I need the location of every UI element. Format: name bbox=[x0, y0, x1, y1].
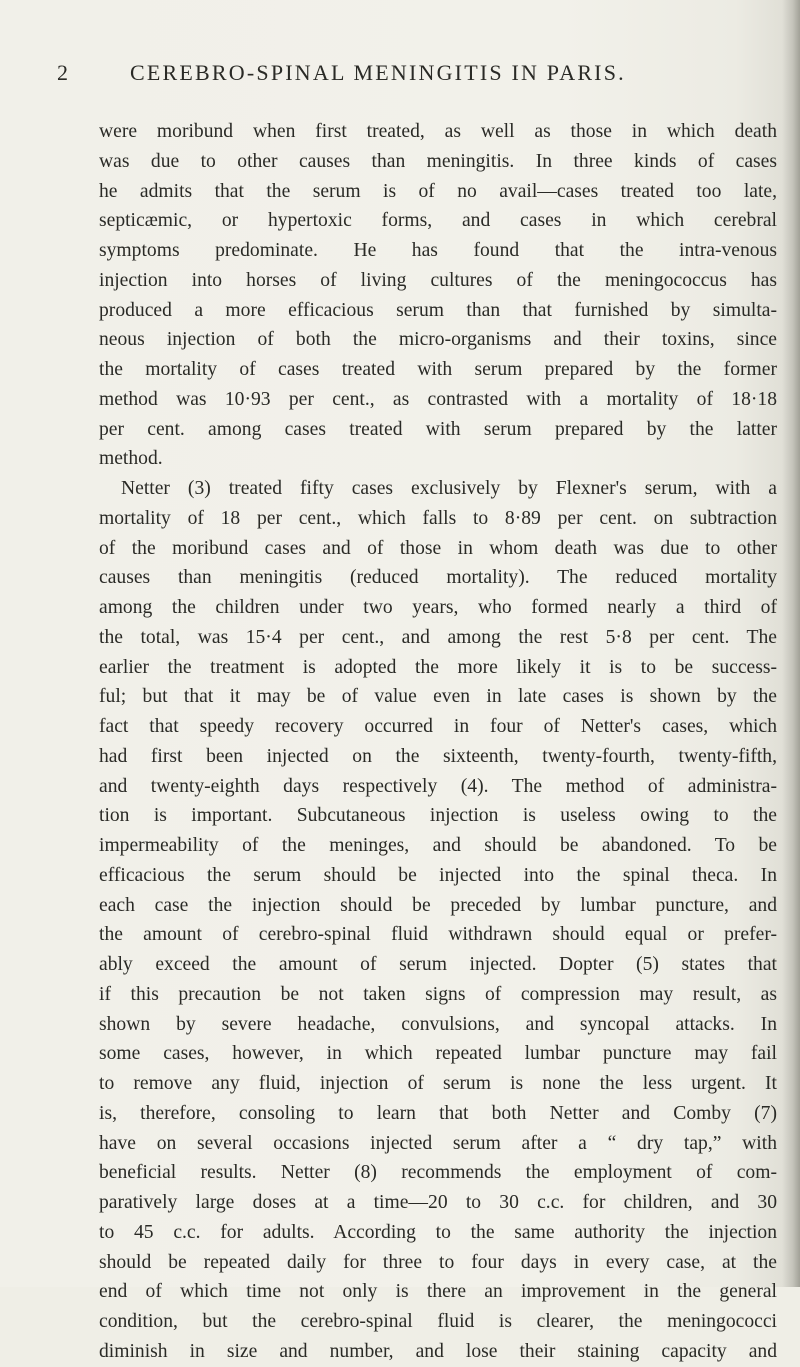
text-line: Netter (3) treated fifty cases exclusively by Flexner's serum, with a bbox=[121, 478, 777, 499]
page-number: 2 bbox=[57, 60, 69, 85]
text-line: tion is important. Subcutaneous injection is useless owing to the bbox=[99, 805, 777, 827]
text-line: had first been injected on the sixteenth, twenty-fourth, twenty-fifth, bbox=[99, 745, 777, 767]
text-line: he admits that the serum is of no avail—cases treated too late, bbox=[99, 180, 777, 202]
text-line: impermeability of the meninges, and should be abandoned. To be bbox=[99, 835, 777, 856]
text-line: mortality of 18 per cent., which falls to 8·89 per cent. on subtraction bbox=[99, 507, 777, 529]
page-edge-shadow bbox=[782, 0, 800, 1287]
text-line: per cent. among cases treated with serum prepared by the latter bbox=[99, 418, 777, 440]
text-line: were moribund when first treated, as well as those in which death bbox=[99, 121, 777, 142]
text-line: symptoms predominate. He has found that the intra-venous bbox=[99, 240, 777, 261]
text-line: paratively large doses at a time—20 to 30 c.c. for children, and 30 bbox=[99, 1192, 777, 1213]
text-line: diminish in size and number, and lose their staining capacity and bbox=[99, 1340, 777, 1362]
text-line: the amount of cerebro-spinal fluid withdrawn should equal or prefer- bbox=[99, 924, 777, 946]
page-header bbox=[0, 60, 800, 90]
running-title: CEREBRO-SPINAL MENINGITIS IN PARIS. bbox=[130, 60, 626, 85]
text-line: method was 10·93 per cent., as contrasted with a mortality of 18·18 bbox=[99, 388, 777, 410]
text-line: shown by severe headache, convulsions, and syncopal attacks. In bbox=[99, 1013, 777, 1035]
text-line: produced a more efficacious serum than that furnished by simulta- bbox=[99, 299, 777, 321]
text-line: method. bbox=[99, 448, 163, 470]
text-line: some cases, however, in which repeated lumbar puncture may fail bbox=[99, 1043, 777, 1065]
text-line: to 45 c.c. for adults. According to the same authority the injection bbox=[99, 1221, 777, 1243]
text-line: of the moribund cases and of those in whom death was due to other bbox=[99, 537, 777, 559]
text-line: should be repeated daily for three to four days in every case, at the bbox=[99, 1251, 777, 1273]
text-line: is, therefore, consoling to learn that both Netter and Comby (7) bbox=[99, 1102, 777, 1124]
text-line: was due to other causes than meningitis. In three kinds of cases bbox=[99, 150, 777, 172]
text-line: beneficial results. Netter (8) recommends the employment of com- bbox=[99, 1162, 777, 1184]
text-line: and twenty-eighth days respectively (4). The method of administra- bbox=[99, 775, 777, 797]
text-line: end of which time not only is there an improvement in the general bbox=[99, 1281, 777, 1303]
text-line: to remove any fluid, injection of serum is none the less urgent. It bbox=[99, 1073, 777, 1094]
text-line: the mortality of cases treated with serum prepared by the former bbox=[99, 359, 777, 380]
text-line: efficacious the serum should be injected into the spinal theca. In bbox=[99, 864, 777, 886]
text-line: injection into horses of living cultures of the meningococcus has bbox=[99, 269, 777, 291]
text-line: septicæmic, or hypertoxic forms, and cases in which cerebral bbox=[99, 210, 777, 232]
text-line: ably exceed the amount of serum injected. Dopter (5) states that bbox=[99, 954, 777, 975]
text-line: condition, but the cerebro-spinal fluid is clearer, the meningococci bbox=[99, 1311, 777, 1332]
text-line: the total, was 15·4 per cent., and among the rest 5·8 per cent. The bbox=[99, 626, 777, 648]
text-line: each case the injection should be preceded by lumbar puncture, and bbox=[99, 894, 777, 916]
text-line: have on several occasions injected serum after a “ dry tap,” with bbox=[99, 1132, 777, 1154]
text-line: causes than meningitis (reduced mortality). The reduced mortality bbox=[99, 567, 777, 589]
text-line: among the children under two years, who formed nearly a third of bbox=[99, 597, 777, 618]
body-text bbox=[99, 117, 777, 1367]
text-line: if this precaution be not taken signs of compression may result, as bbox=[99, 983, 777, 1005]
text-line: earlier the treatment is adopted the more likely it is to be success- bbox=[99, 656, 777, 678]
text-line: fact that speedy recovery occurred in four of Netter's cases, which bbox=[99, 716, 777, 737]
text-line: neous injection of both the micro-organisms and their toxins, since bbox=[99, 329, 777, 351]
text-line: ful; but that it may be of value even in late cases is shown by the bbox=[99, 686, 777, 708]
